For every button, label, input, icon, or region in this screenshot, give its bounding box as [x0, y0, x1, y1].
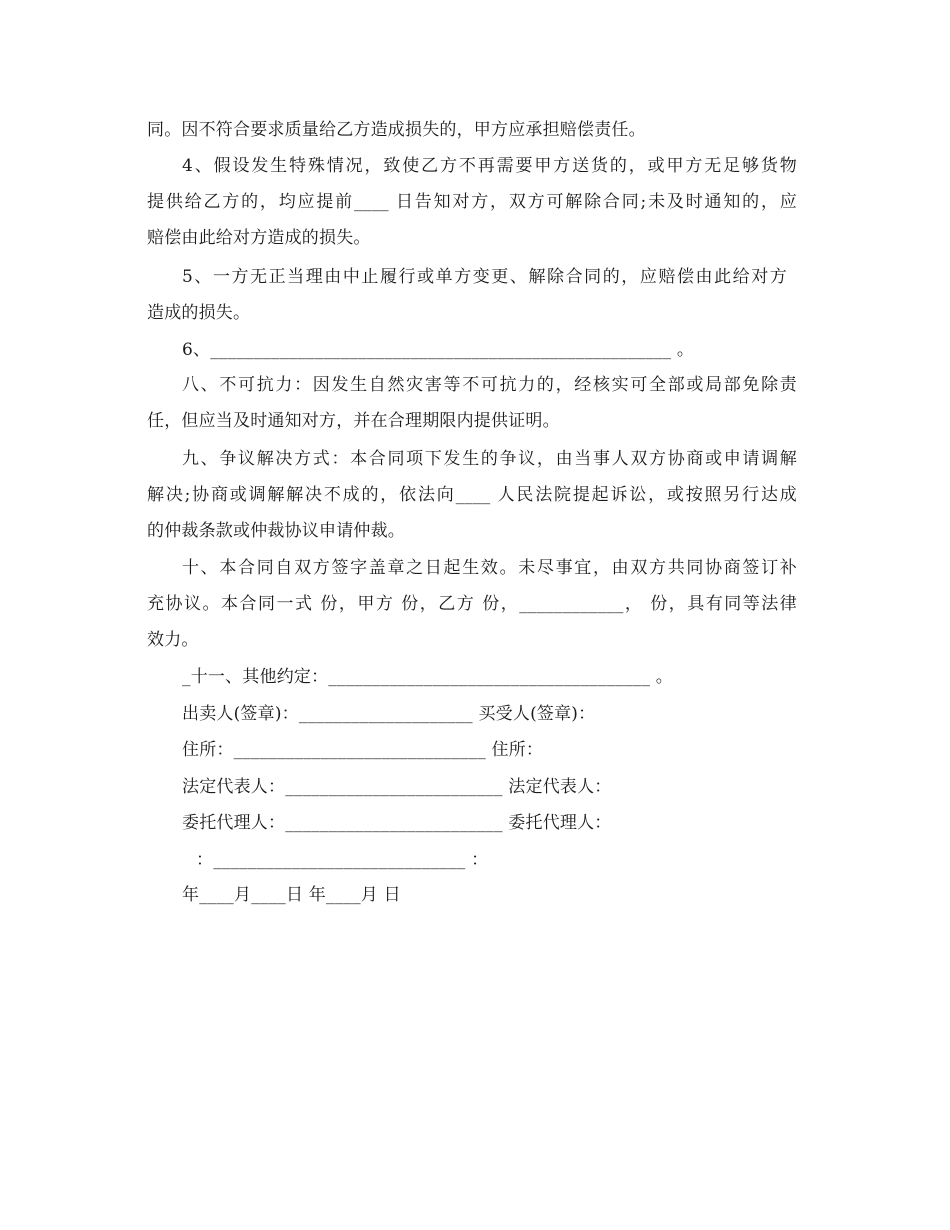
signature-legal-rep: 法定代表人：_________________________ 法定代表人：	[182, 777, 612, 797]
signature-agent: 委托代理人：_________________________ 委托代理人：	[182, 813, 612, 833]
clause-7-5-line-1: 5、一方无正当理由中止履行或单方变更、解除合同的，应赔偿由此给对方	[182, 267, 787, 287]
effect-line-1: 十、本合同自双方签字盖章之日起生效。未尽事宜，由双方共同协商签订补	[182, 558, 797, 578]
clause-7-5-line-2: 造成的损失。	[147, 303, 251, 323]
clause-7-4-line-2: 提供给乙方的，均应提前____ 日告知对方，双方可解除合同;未及时通知的，应	[147, 192, 797, 212]
dispute-line-3: 的仲裁条款或仲裁协议申请仲裁。	[147, 521, 405, 541]
effect-line-3: 效力。	[147, 630, 199, 650]
other-terms: _十一、其他约定：_____________________________________ 。	[182, 667, 674, 687]
signature-address: 住所：_____________________________ 住所：	[182, 740, 544, 760]
signature-seller-buyer: 出卖人(签章)：____________________ 买受人(签章)：	[182, 704, 596, 724]
effect-line-2: 充协议。本合同一式 份，甲方 份，乙方 份，____________， 份，具有同等法律	[147, 594, 797, 614]
clause-7-3-end: 同。因不符合要求质量给乙方造成损失的，甲方应承担赔偿责任。	[147, 120, 646, 140]
signature-extra-field: ：_____________________________ ：	[196, 850, 489, 870]
force-majeure-line-1: 八、不可抗力：因发生自然灾害等不可抗力的，经核实可全部或局部免除责	[182, 375, 797, 395]
clause-7-6-blank: 6、_____________________________________________________ 。	[182, 340, 695, 360]
dispute-line-2: 解决;协商或调解解决不成的，依法向____ 人民法院提起诉讼，或按照另行达成	[147, 485, 797, 505]
signature-date: 年____月____日 年____月 日	[182, 885, 401, 905]
force-majeure-line-2: 任，但应当及时通知对方，并在合理期限内提供证明。	[147, 411, 560, 431]
clause-7-4-line-3: 赔偿由此给对方造成的损失。	[147, 228, 371, 248]
clause-7-4-line-1: 4、假设发生特殊情况，致使乙方不再需要甲方送货的，或甲方无足够货物	[182, 156, 797, 176]
dispute-line-1: 九、争议解决方式：本合同项下发生的争议，由当事人双方协商或申请调解	[182, 449, 797, 469]
